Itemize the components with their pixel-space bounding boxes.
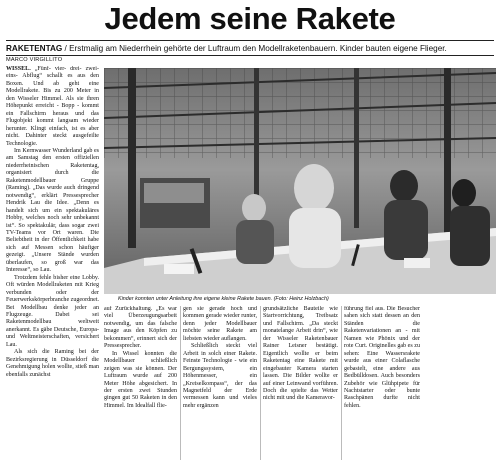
paragraph: [6, 66, 99, 148]
paragraph: In Wissel konnten die Modellbauer schließlich zeigen was sie können. Der Luftraum wurde auf 200 Meter Höhe abgesichert. In der ersten zwei Stunden gingen gut 50 Raketen in den Himmel. Im Idealfall flie-: [104, 350, 177, 409]
photo-caption: Kinder konnten unter Anleitung ihre eigene kleine Rakete bauen. (Foto: Heinz Holzbach): [118, 296, 329, 302]
article-column-1: [6, 66, 99, 462]
kicker-label: RAKETENTAG: [6, 44, 63, 53]
paragraph: auf Zurückhaltung. „Es war viel Überzeugungsarbeit notwendig, um das falsche Image aus den Köpfen zu bekommen“, erinnert sich der Pressesprecher.: [104, 306, 177, 350]
dateline: WISSEL.: [6, 66, 31, 72]
photo-image: [104, 68, 496, 294]
paragraph: Im Kernwasser Wunderland gab es am Samstag den ersten offiziellen niederrheinischen Raketentag, organisiert durch die Raketenmodellbauer Gruppe (Raming). „Das wurde auch dringend notwendig“, erklärt Pressesprecher Hendrik Lau die Idee. „Denn es handelt sich um ein spektakuläres Hobby, welches noch sehr unbekannt ist“. So spektakulär, dass sogar zwei TV-Teams vor Ort waren. Die Beliebtheit in der Öffentlichkeit habe sich auf Messen schon häufiger gezeigt. „Unsere Stände wurden überlaufen, so groß war das Interesse“, so Lau.: [6, 147, 99, 274]
paragraph: Als sich die Raming bei der Bezirksregierung in Düsseldorf die Genehmigung holen wollte, stieß man ebenfalls zunächst: [6, 349, 99, 378]
paragraph: grundsätzliche Bauteile wie Startvorrichtung, Treibsatz und Fallschirm. „Da steckt monatelange Arbeit drin“, wie der Wisseler Raketenbauer Rainer Leisner bestätigt. Eigentlich wollte er beim Raketentag eine Rakete mit eingebauter Kamera starten lassen. Die Bilder wollte er auf einer Leinwand vorführen. Doch die spielte das Wetter nicht mit und die Kameravor-: [263, 306, 338, 402]
kicker-rule: [6, 55, 494, 56]
author-byline: MARCO VIRGILLITO: [6, 57, 63, 63]
column-divider: [341, 306, 342, 460]
article-column-4: [263, 306, 338, 462]
headline: Jedem seine Rakete: [104, 1, 396, 36]
article-photo: [104, 68, 496, 294]
paragraph: Schließlich steckt viel Arbeit in solch einer Rakete. Feinste Technologie - wie ein Bergungssystem, ein Höhenmesser, ein „Kreiselkompass“, der das Magnetfeld der Erde vermessen kann und vieles mehr ergänzen: [183, 343, 257, 409]
kicker-text: / Erstmalig am Niederrhein gehörte der Luftraum den Modellraketenbauern. Kinder bauten eigene Flieger.: [62, 44, 447, 53]
paragraph: gen sie gerade hoch und kommen gerade wieder runter, denn jeder Modellbauer möchte seine Rakete am liebsten wieder auflangen.: [183, 306, 257, 342]
kicker: [6, 44, 496, 54]
column-divider: [260, 306, 261, 460]
article-column-2: [104, 306, 177, 462]
paragraph-text: „Fünf- vier- drei- zwei- eins- Abflug“ schallt es aus den Boxen. Und ab geht eine Modellrakete. Bis zu 200 Meter in den Wisseler Himmel. Als sie ihren Höhepunkt erreicht - Bopp - kommt ein Fallschirm heraus und das Flugobjekt kommt langsam wieder herunter. Klingt einfach, ist es aber nicht. Dahinter steckt ausgefeilte Technologie.: [6, 66, 99, 147]
paragraph: führung fiel aus. Die Besucher sahen sich statt dessen an den Ständen die Raketenvariationen an - mit Namen wie Phönix und der rote Curt. Originelles gab es zu sehen: Eine Wassersrakete wurde aus einer Colaflasche gebastelt, eine andere aus Bedbülldosen. Auch besonders Zubehör wie Glühpipete für Nachtstarter oder bunte Raschpänen durfte nicht fehlen.: [344, 306, 420, 409]
paragraph: Trotzdem fehle bisher eine Lobby. Oft würden Modellraketen mit Krieg verbunden oder der Feuerwerkskörperbranche zugeordnet. Bei Modellbau denke jeder an Flugzeuge. Dabei sei Raketenmodellbau weltweit anerkannt. Es gäbe Deutsche, Europa- und Weltmeisterschaften, versichert Lau.: [6, 274, 99, 348]
column-divider: [180, 306, 181, 460]
headline-rule: [6, 40, 494, 41]
article-column-5: [344, 306, 420, 462]
article-column-3: [183, 306, 257, 462]
